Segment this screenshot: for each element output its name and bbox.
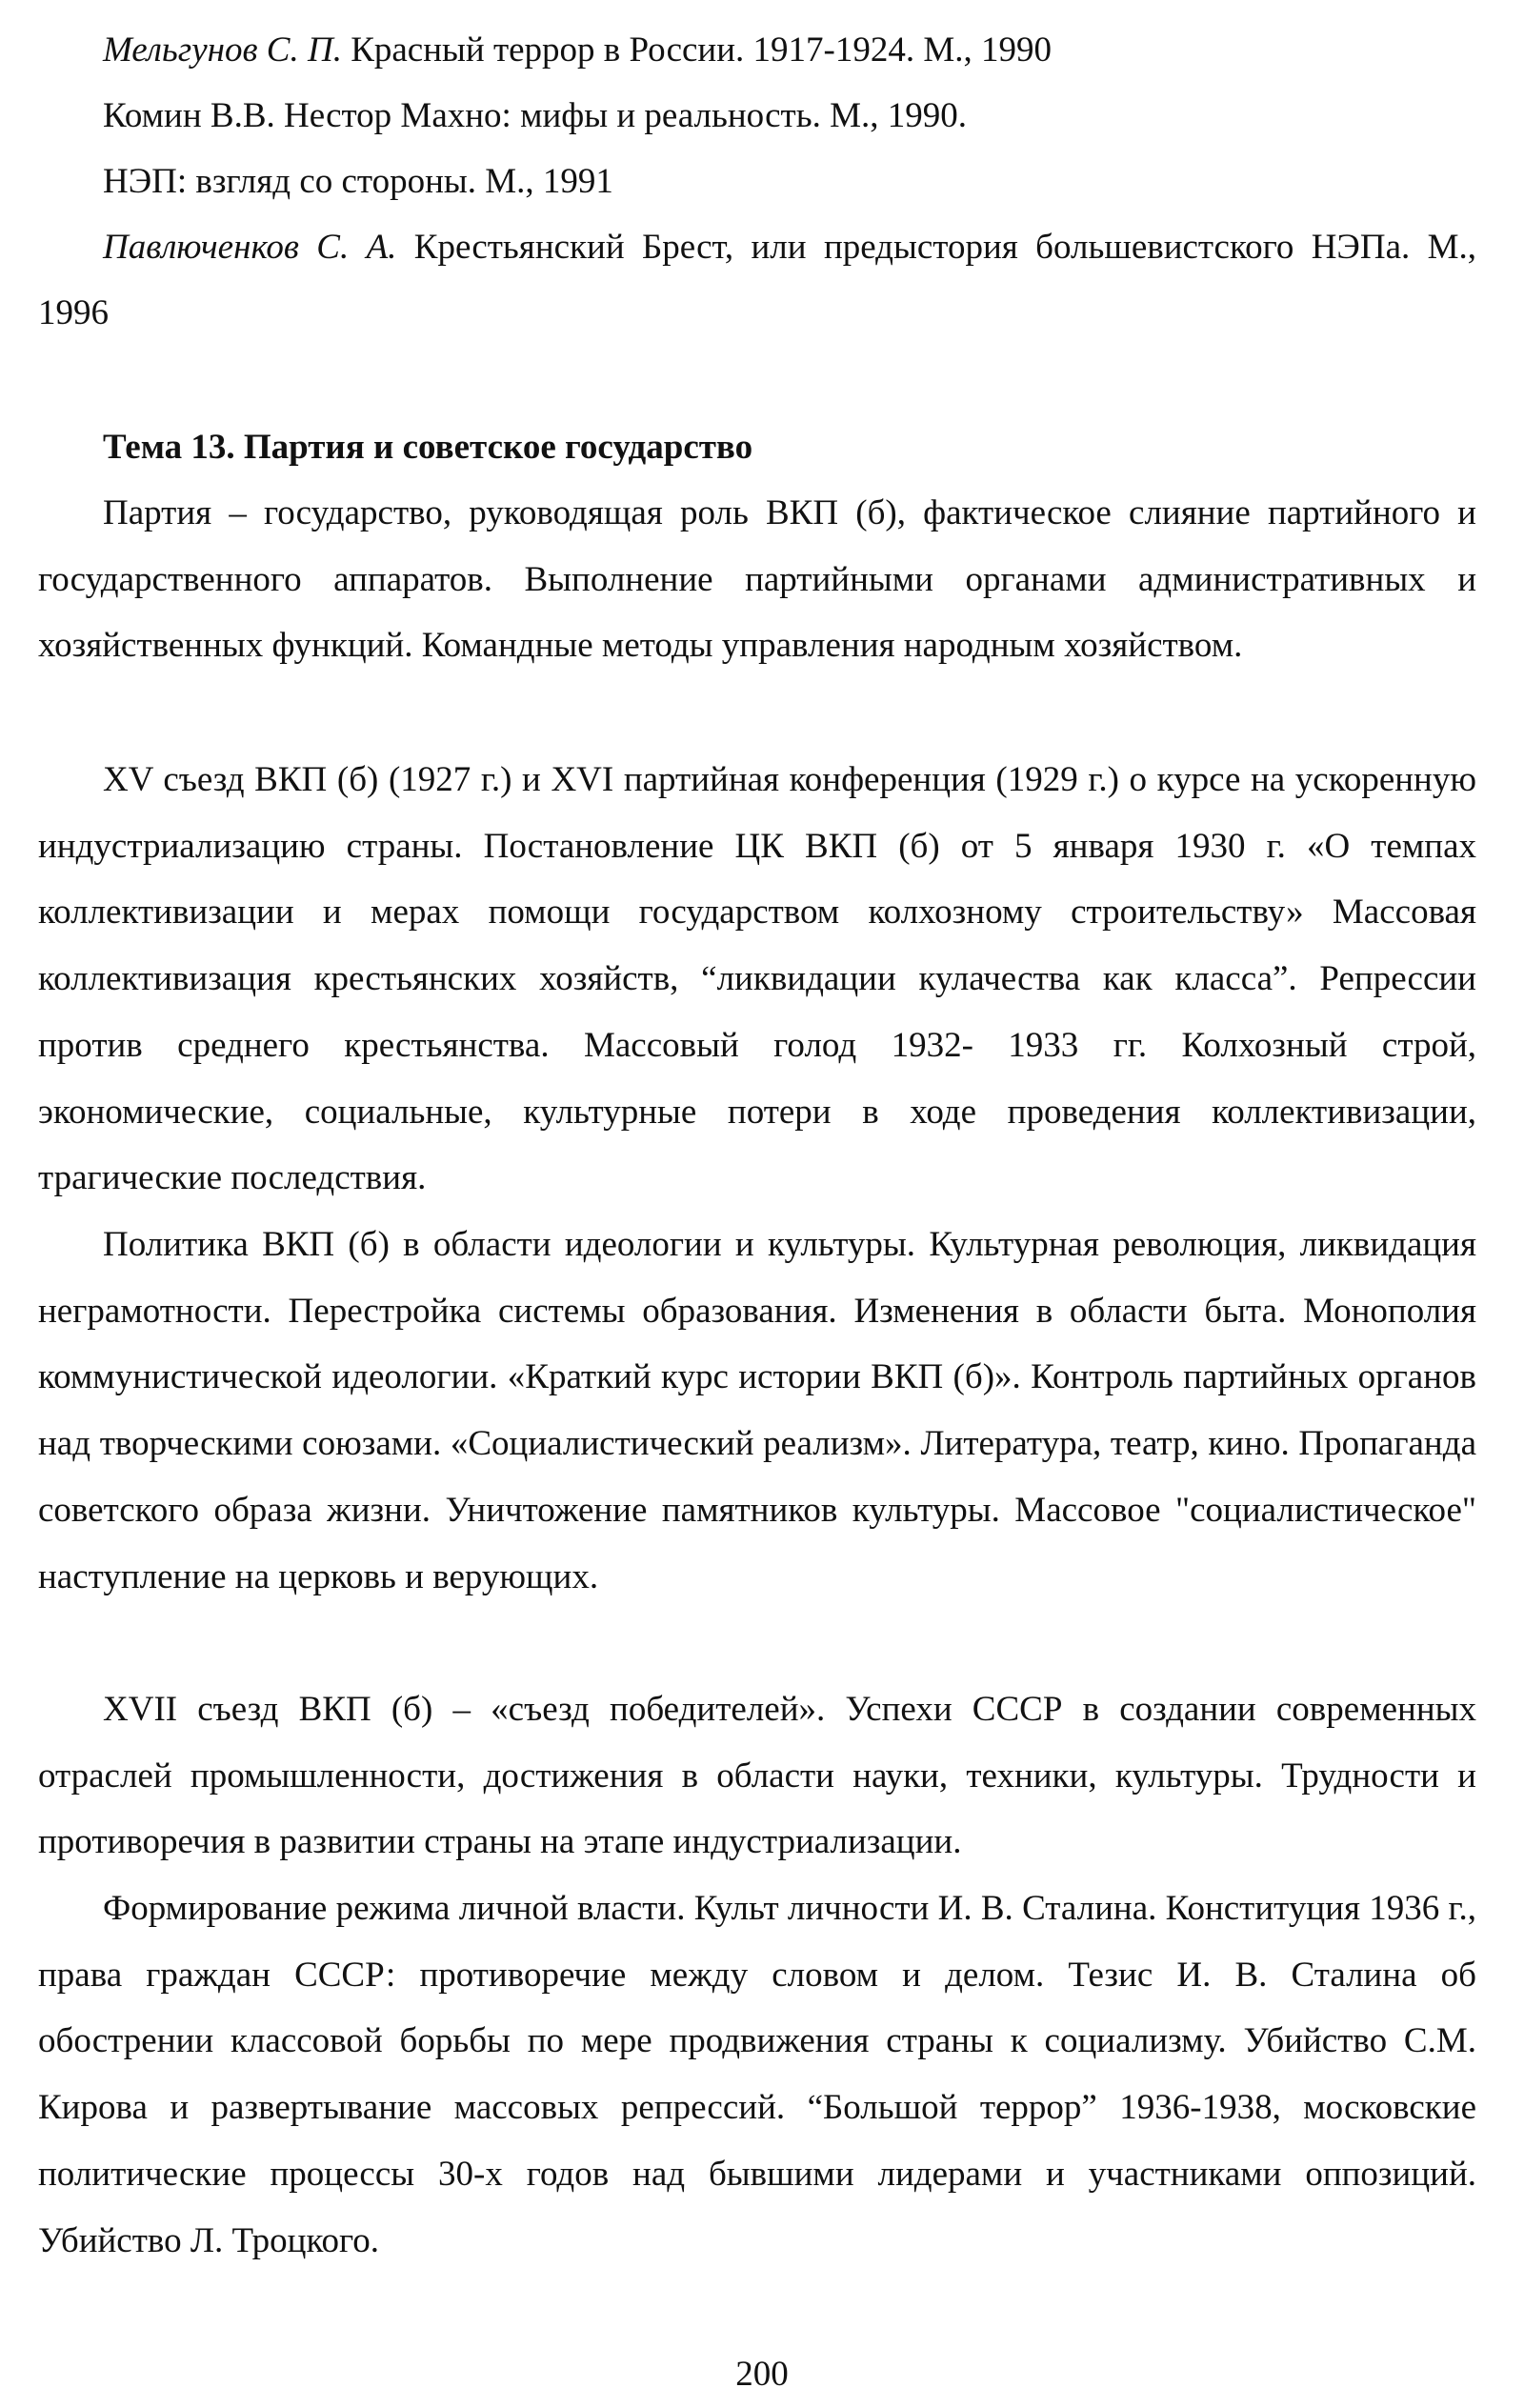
page-number: 200 (735, 2355, 789, 2394)
body-paragraph: XVII съезд ВКП (б) – «съезд победителей». Успехи СССР в создании современных отраслей промышленности, достижения в области науки, техники, культуры. Трудности и противоречия в развитии страны на этапе индустриализации. (38, 1690, 1476, 1862)
section-title: Тема 13. Партия и советское государство (103, 428, 753, 467)
body-paragraph: Политика ВКП (б) в области идеологии и культуры. Культурная революция, ликвидация неграмотности. Перестройка системы образования. Изменения в области быта. Монополия коммунистической идеологии. «Краткий курс истории ВКП (б)». Контроль партийных органов над творческими союзами. «Социалистический реализм». Литература, театр, кино. Пропаганда советского образа жизни. Уничтожение памятников культуры. Массовое "социалистическое" наступление на церковь и верующих. (38, 1225, 1476, 1596)
reference-item (38, 214, 1476, 346)
body-paragraph: XV съезд ВКП (б) (1927 г.) и XVI партийная конференция (1929 г.) о курсе на ускоренную индустриализацию страны. Постановление ЦК ВКП (б) от 5 января 1930 г. «О темпах коллективизации и мерах помощи государством колхозному строительству» Массовая коллективизация крестьянских хозяйств, “ликвидации кулачества как класса”. Репрессии против среднего крестьянства. Массовый голод 1932- 1933 гг. Колхозный строй, экономические, социальные, культурные потери в ходе проведения коллективизации, трагические последствия. (38, 760, 1476, 1198)
reference-item (38, 17, 1476, 83)
reference-text: НЭП: взгляд со стороны. М., 1991 (103, 162, 613, 201)
reference-author: Мельгунов С. П. (103, 30, 342, 70)
body-paragraph: Партия – государство, руководящая роль ВКП (б), фактическое слияние партийного и государственного аппаратов. Выполнение партийными органами административных и хозяйственных функций. Командные методы управления народным хозяйством. (38, 493, 1476, 666)
reference-text: Комин В.В. Нестор Махно: мифы и реальность. М., 1990. (103, 96, 967, 135)
reference-item (38, 149, 1476, 214)
reference-text: Крестьянский Брест, или предыстория большевистского НЭПа. М., 1996 (38, 228, 1477, 332)
reference-text: Красный террор в России. 1917-1924. М., 1990 (341, 30, 1052, 70)
reference-item (38, 83, 1476, 149)
body-paragraph: Формирование режима личной власти. Культ личности И. В. Сталина. Конституция 1936 г., права граждан СССР: противоречие между словом и делом. Тезис И. В. Сталина об обострении классовой борьбы по мере продвижения страны к социализму. Убийство С.М. Кирова и развертывание массовых репрессий. “Большой террор” 1936-1938, московские политические процессы 30-х годов над бывшими лидерами и участниками оппозиций. Убийство Л. Троцкого. (38, 1889, 1476, 2260)
reference-author: Павлюченков С. А. (103, 228, 397, 267)
